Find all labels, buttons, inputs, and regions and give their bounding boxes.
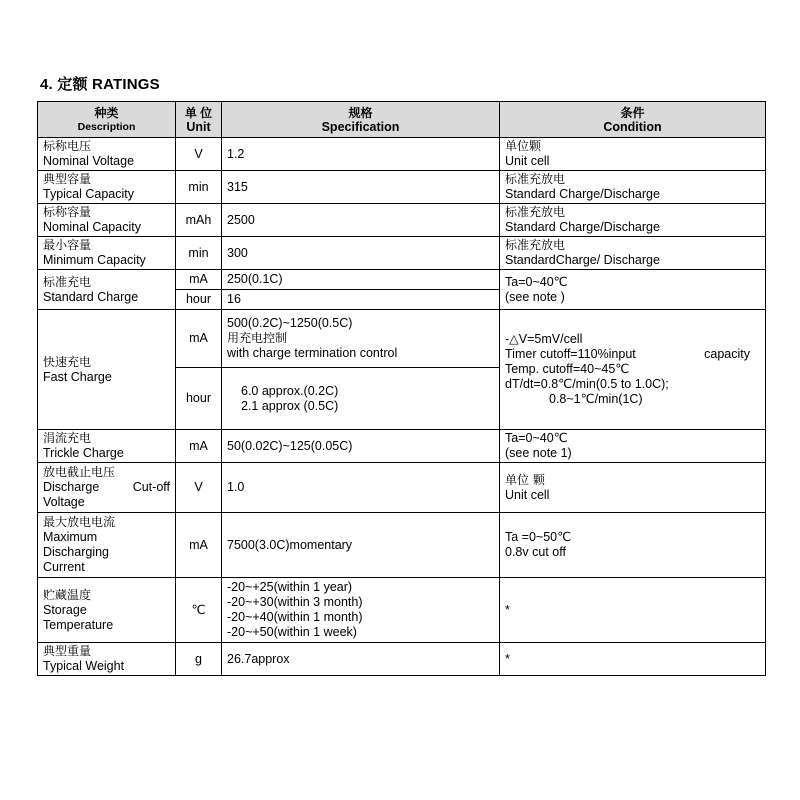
desc-cell bbox=[38, 578, 176, 643]
header-condition-cn: 条件 bbox=[620, 105, 645, 120]
condition-cell: * bbox=[500, 643, 766, 676]
spec-line: 6.0 approx.(0.2C) bbox=[241, 383, 339, 398]
table-row-discharge-cutoff bbox=[38, 463, 766, 513]
table-row-typical-weight bbox=[38, 643, 766, 676]
spec-cell bbox=[222, 578, 500, 643]
unit-cell: g bbox=[176, 643, 222, 676]
unit-cell: hour bbox=[176, 368, 222, 430]
table-header-row bbox=[38, 102, 766, 138]
desc-cell bbox=[38, 171, 176, 204]
unit-cell: mAh bbox=[176, 204, 222, 237]
spec-cell: 1.2 bbox=[222, 138, 500, 171]
section-title: 4. 定额 RATINGS bbox=[40, 76, 160, 93]
condition-cell bbox=[500, 204, 766, 237]
spec-cell: 16 bbox=[222, 290, 500, 310]
desc-en-line bbox=[43, 480, 170, 495]
desc-en: Nominal Voltage bbox=[43, 154, 135, 168]
header-description bbox=[38, 102, 176, 138]
cond-line: Temp. cutoff=40~45℃ bbox=[505, 362, 630, 376]
desc-cell bbox=[38, 270, 176, 310]
unit-cell: mA bbox=[176, 270, 222, 290]
spec-cell: 315 bbox=[222, 171, 500, 204]
header-condition bbox=[500, 102, 766, 138]
spec-cell bbox=[222, 368, 500, 430]
table-row-typical-capacity bbox=[38, 171, 766, 204]
header-condition-en: Condition bbox=[603, 119, 662, 134]
header-description-en: Description bbox=[77, 120, 136, 133]
desc-en: Typical Capacity bbox=[43, 187, 135, 201]
table-row-fast-charge bbox=[38, 310, 766, 368]
condition-cell bbox=[500, 237, 766, 270]
desc-en: Storage bbox=[43, 602, 87, 617]
desc-cn: 典型重量 bbox=[43, 644, 92, 658]
spec-cell: 300 bbox=[222, 237, 500, 270]
desc-cn: 最小容量 bbox=[43, 238, 92, 252]
desc-en: Current bbox=[43, 560, 85, 574]
spec-line: 用充电控制 bbox=[227, 331, 288, 345]
desc-en: Maximum bbox=[43, 530, 98, 544]
desc-en: Nominal Capacity bbox=[43, 220, 141, 234]
cond-line: 0.8~1℃/min(1C) bbox=[549, 392, 643, 406]
desc-cn: 典型容量 bbox=[43, 172, 92, 186]
cond-cn: 标准充放电 bbox=[505, 172, 566, 186]
desc-cell bbox=[38, 237, 176, 270]
condition-cell bbox=[500, 310, 766, 430]
spec-cell: 250(0.1C) bbox=[222, 270, 500, 290]
unit-cell: ℃ bbox=[176, 578, 222, 643]
desc-cn: 最大放电电流 bbox=[43, 515, 116, 529]
spec-cell: 2500 bbox=[222, 204, 500, 237]
table-row-max-discharge bbox=[38, 513, 766, 578]
spec-cell: 1.0 bbox=[222, 463, 500, 513]
header-unit-en: Unit bbox=[186, 119, 211, 134]
desc-en: Trickle Charge bbox=[43, 446, 124, 460]
desc-cn: 快速充电 bbox=[43, 354, 92, 369]
table-row-trickle-charge bbox=[38, 430, 766, 463]
unit-cell: hour bbox=[176, 290, 222, 310]
desc-en: Temperature bbox=[43, 617, 114, 632]
desc-en: Discharging bbox=[43, 545, 110, 559]
header-unit bbox=[176, 102, 222, 138]
unit-cell: mA bbox=[176, 513, 222, 578]
spec-cell bbox=[222, 310, 500, 368]
desc-cell bbox=[38, 138, 176, 171]
spec-line: -20~+25(within 1 year) bbox=[227, 580, 353, 594]
spec-line: 500(0.2C)~1250(0.5C) bbox=[227, 316, 353, 330]
spec-cell: 7500(3.0C)momentary bbox=[222, 513, 500, 578]
cond-cn: 单位颗 bbox=[505, 139, 542, 153]
condition-cell bbox=[500, 430, 766, 463]
unit-cell: min bbox=[176, 237, 222, 270]
cond-line: Ta=0~40℃ bbox=[505, 431, 568, 445]
cond-line: Ta=0~40℃ bbox=[505, 274, 568, 289]
cond-line-part: Timer cutoff=110%input bbox=[505, 347, 636, 361]
desc-en: Standard Charge bbox=[43, 289, 139, 304]
spec-line: with charge termination control bbox=[227, 346, 398, 360]
ratings-table bbox=[37, 101, 766, 676]
spec-cell: 26.7approx bbox=[222, 643, 500, 676]
spec-line: 2.1 approx (0.5C) bbox=[241, 398, 339, 413]
cond-line: 0.8v cut off bbox=[505, 545, 566, 559]
unit-cell: mA bbox=[176, 430, 222, 463]
desc-en: Voltage bbox=[43, 495, 85, 509]
desc-cell bbox=[38, 463, 176, 513]
condition-cell bbox=[500, 138, 766, 171]
condition-cell bbox=[500, 171, 766, 204]
condition-cell bbox=[500, 463, 766, 513]
desc-cell bbox=[38, 204, 176, 237]
desc-en-part: Cut-off bbox=[132, 480, 170, 494]
desc-en-part: Discharge bbox=[43, 480, 100, 494]
cond-cn: 单位 颗 bbox=[505, 472, 545, 487]
header-description-cn: 种类 bbox=[94, 105, 119, 120]
cond-en: Standard Charge/Discharge bbox=[505, 220, 660, 234]
cond-en: Unit cell bbox=[505, 487, 550, 502]
desc-cell bbox=[38, 310, 176, 430]
header-specification-en: Specification bbox=[321, 119, 400, 134]
cond-cn: 标准充放电 bbox=[505, 238, 566, 252]
table-row-nominal-voltage bbox=[38, 138, 766, 171]
condition-cell: * bbox=[500, 578, 766, 643]
spec-line: -20~+30(within 3 month) bbox=[227, 595, 363, 609]
desc-cn: 涓流充电 bbox=[43, 431, 92, 445]
unit-cell: mA bbox=[176, 310, 222, 368]
header-specification bbox=[222, 102, 500, 138]
desc-cn: 标准充电 bbox=[43, 274, 92, 289]
cond-line: dT/dt=0.8℃/min(0.5 to 1.0C); bbox=[505, 377, 669, 391]
header-specification-cn: 规格 bbox=[348, 105, 373, 120]
header-unit-cn: 单 位 bbox=[184, 105, 213, 120]
cond-cn: 标准充放电 bbox=[505, 205, 566, 219]
desc-en: Minimum Capacity bbox=[43, 253, 146, 267]
desc-cn: 标称电压 bbox=[43, 139, 92, 153]
cond-en: Unit cell bbox=[505, 154, 550, 168]
unit-cell: V bbox=[176, 138, 222, 171]
condition-cell bbox=[500, 270, 766, 310]
cond-line-part: capacity bbox=[704, 347, 750, 361]
unit-cell: min bbox=[176, 171, 222, 204]
cond-line: (see note ) bbox=[505, 289, 565, 304]
desc-en: Fast Charge bbox=[43, 369, 112, 384]
desc-cell bbox=[38, 513, 176, 578]
cond-en: Standard Charge/Discharge bbox=[505, 187, 660, 201]
desc-en: Typical Weight bbox=[43, 659, 125, 673]
cond-line: -△V=5mV/cell bbox=[505, 332, 583, 346]
spec-cell: 50(0.02C)~125(0.05C) bbox=[222, 430, 500, 463]
unit-cell: V bbox=[176, 463, 222, 513]
spec-line: -20~+50(within 1 week) bbox=[227, 625, 357, 639]
table-row-minimum-capacity bbox=[38, 237, 766, 270]
desc-cell bbox=[38, 430, 176, 463]
cond-line bbox=[505, 347, 760, 362]
table-row-storage-temperature bbox=[38, 578, 766, 643]
spec-line: -20~+40(within 1 month) bbox=[227, 610, 363, 624]
desc-cn: 贮藏温度 bbox=[43, 587, 92, 602]
table-row-standard-charge bbox=[38, 270, 766, 290]
table-row-nominal-capacity bbox=[38, 204, 766, 237]
desc-cn: 放电截止电压 bbox=[43, 465, 116, 479]
cond-line: Ta =0~50℃ bbox=[505, 530, 572, 544]
desc-cn: 标称容量 bbox=[43, 205, 92, 219]
cond-en: StandardCharge/ Discharge bbox=[505, 253, 660, 267]
desc-cell bbox=[38, 643, 176, 676]
cond-line: (see note 1) bbox=[505, 446, 572, 460]
condition-cell bbox=[500, 513, 766, 578]
